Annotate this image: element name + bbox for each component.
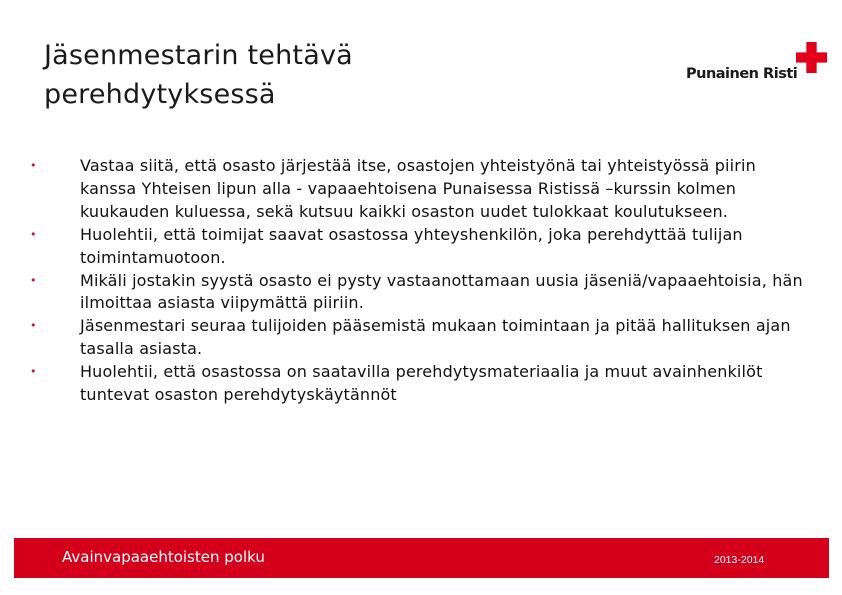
logo-text: Punainen Risti <box>686 66 798 82</box>
footer-date: 2013-2014 <box>714 554 765 566</box>
bullet-dot: • <box>30 273 37 287</box>
punainen-risti-logo <box>686 40 831 90</box>
bullet-item <box>30 315 810 361</box>
bullet-dot: • <box>30 159 37 172</box>
bullet-item <box>30 155 810 224</box>
bullet-text: Jäsenmestari seuraa tulijoiden pääsemistä mukaan toimintaan ja pitää hallituksen ajan tasalla asiasta. <box>80 316 791 359</box>
bullet-dot: • <box>30 227 37 241</box>
bullet-list <box>30 155 810 407</box>
footer-title: Avainvapaaehtoisten polku <box>62 548 265 566</box>
bullet-text: Vastaa siitä, että osasto järjestää itse, osastojen yhteistyönä tai yhteistyössä piirin kanssa Yhteisen lipun alla - vapaaehtoisena Punaisessa Ristissä –kurssin kolmen kuukauden kuluessa, sekä kutsuu kaikki osaston uudet tulokkaat koulutukseen. <box>80 156 756 221</box>
slide-title-line-1: Jäsenmestarin tehtävä <box>44 40 353 71</box>
bullet-dot: • <box>30 365 37 379</box>
bullet-item <box>30 270 810 316</box>
red-cross-icon <box>796 42 827 73</box>
slide-title-line-2: perehdytyksessä <box>44 79 276 110</box>
slide-title <box>44 36 604 114</box>
footer-bar <box>14 538 829 578</box>
bullet-text: Huolehtii, että osastossa on saatavilla perehdytysmateriaalia ja muut avainhenkilöt tuntevat osaston perehdytyskäytännöt <box>80 362 763 405</box>
bullet-item <box>30 224 810 270</box>
bullet-text: Huolehtii, että toimijat saavat osastossa yhteyshenkilön, joka perehdyttää tulijan toimintamuotoon. <box>80 224 743 267</box>
bullet-item <box>30 361 810 407</box>
bullet-text: Mikäli jostakin syystä osasto ei pysty vastaanottamaan uusia jäseniä/vapaaehtoisia, hän ilmoittaa asiasta viipymättä piiriin. <box>80 270 803 313</box>
bullet-dot: • <box>30 319 37 333</box>
